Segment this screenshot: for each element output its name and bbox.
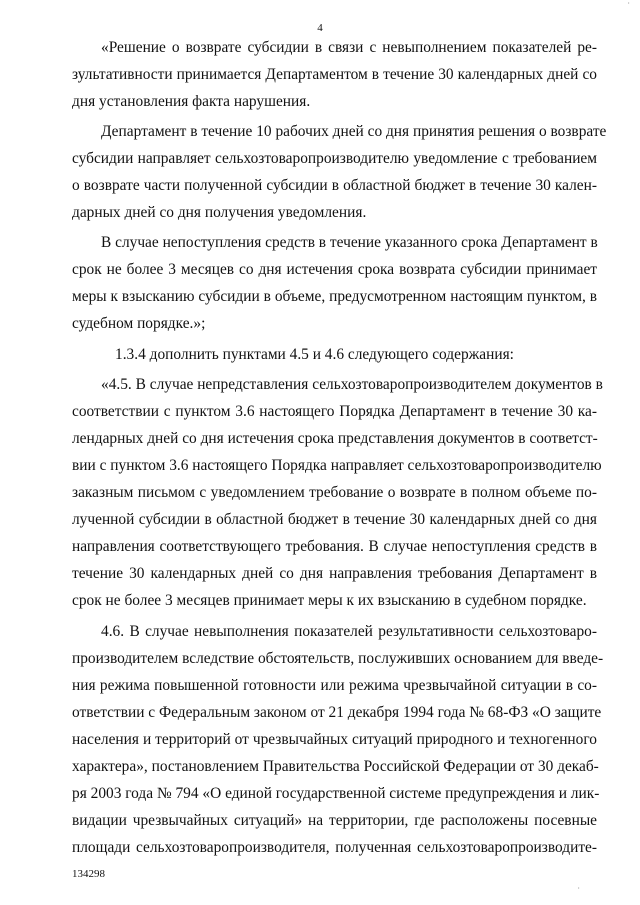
text-line: вии с пунктом 3.6 настоящего Порядка направляет сельхозтоваропроизводителю (72, 457, 602, 474)
text-line: меры к взысканию субсидии в объеме, предусмотренном настоящим пунктом, в (72, 288, 597, 305)
text-line: судебном порядке.»; (72, 315, 206, 332)
text-line: Департамент в течение 10 рабочих дней со дня принятия решения о возврате (101, 123, 607, 140)
text-line: 1.3.4 дополнить пунктами 4.5 и 4.6 следующего содержания: (115, 346, 514, 363)
text-line: В случае непоступления средств в течение указанного срока Департамент в (101, 234, 598, 251)
text-line: течение 30 календарных дней со дня направления требования Департамент в (72, 565, 597, 582)
text-line: ря 2003 года № 794 «О единой государственной системе предупреждения и лик- (72, 785, 600, 802)
text-line: «4.5. В случае непредставления сельхозтоваропроизводителем документов в (101, 376, 603, 393)
text-line: ответствии с Федеральным законом от 21 декабря 1994 года № 68-ФЗ «О защите (72, 704, 602, 721)
text-line: срок не более 3 месяцев принимает меры к их взысканию в судебном порядке. (72, 592, 587, 609)
text-line: субсидии направляет сельхозтоваропроизводителю уведомление с требованием (72, 150, 597, 167)
page-number: 4 (317, 22, 323, 34)
text-line: дарных дней со дня получения уведомления. (72, 204, 367, 221)
text-line: лученной субсидии в областной бюджет в течение 30 календарных дней со дня (72, 511, 597, 528)
text-line: лендарных дней со дня истечения срока представления документов в соответст- (72, 430, 598, 447)
text-line: видации чрезвычайных ситуаций» на территории, где расположены посевные (72, 812, 597, 829)
text-line: дня установления факта нарушения. (72, 93, 311, 110)
text-line: 4.6. В случае невыполнения показателей результативности сельхозтоваро- (101, 623, 597, 640)
text-line: о возврате части полученной субсидии в областной бюджет в течение 30 кален- (72, 177, 597, 194)
text-line: характера», постановлением Правительства Российской Федерации от 30 декаб- (72, 758, 599, 775)
text-line: направления соответствующего требования. В случае непоступления средств в (72, 538, 597, 555)
text-line: населения и территорий от чрезвычайных ситуаций природного и техногенного (72, 731, 597, 748)
text-line: заказным письмом с уведомлением требование о возврате в полном объеме по- (72, 484, 597, 501)
scan-mark-bottom: · (577, 884, 580, 893)
document-code: 134298 (72, 868, 105, 880)
text-line: соответствии с пунктом 3.6 настоящего Порядка Департамент в течение 30 ка- (72, 403, 597, 420)
text-line: производителем вследствие обстоятельств, послуживших основанием для введе- (72, 650, 604, 667)
text-line: площади сельхозтоваропроизводителя, полученная сельхозтоваропроизводите- (72, 839, 597, 856)
text-line: зультативности принимается Департаментом в течение 30 календарных дней со (72, 66, 597, 83)
text-line: «Решение о возврате субсидии в связи с невыполнением показателей ре- (101, 39, 597, 56)
text-line: срок не более 3 месяцев со дня истечения срока возврата субсидии принимает (72, 261, 597, 278)
text-line: ния режима повышенной готовности или режима чрезвычайной ситуации в со- (72, 677, 597, 694)
scan-mark-top: · (627, 0, 630, 8)
